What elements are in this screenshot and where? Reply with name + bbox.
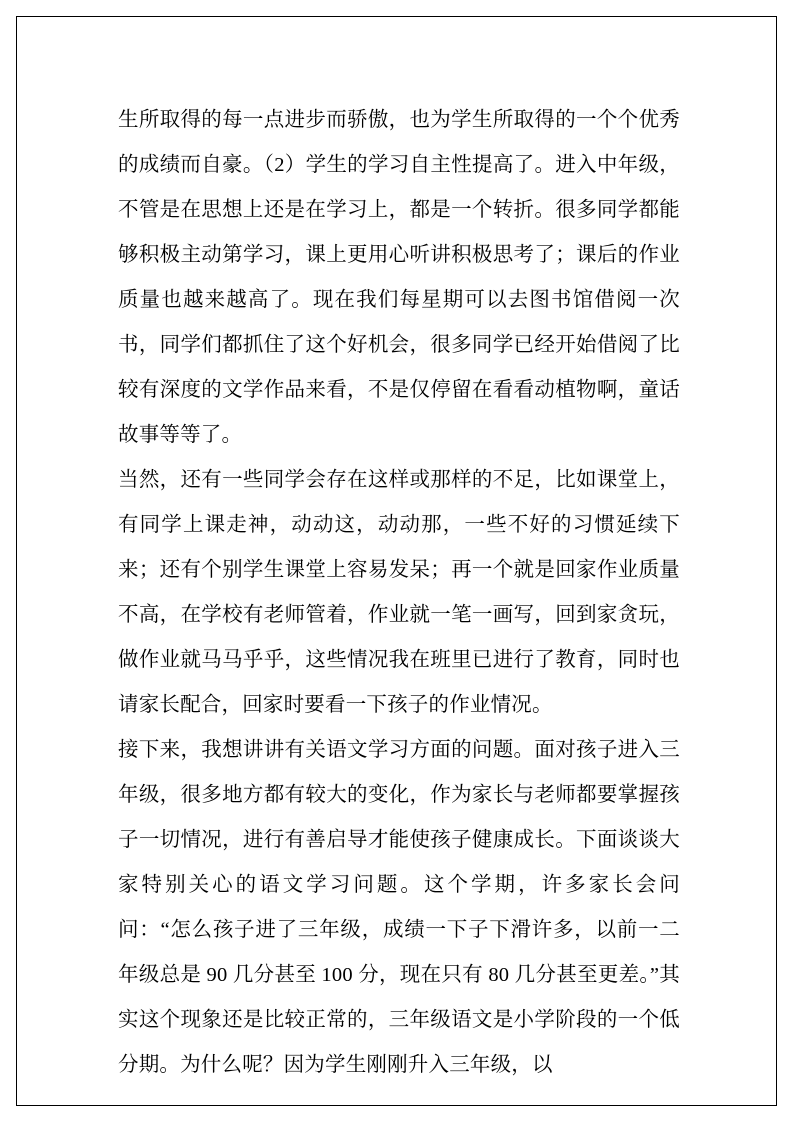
- paragraph: 接下来，我想讲讲有关语文学习方面的问题。面对孩子进入三年级，很多地方都有较大的变化，作为家长与老师都要掌握孩子一切情况，进行有善启导才能使孩子健康成长。下面谈谈大家特别关心的语文学习问题。这个学期，许多家长会问问：“怎么孩子进了三年级，成绩一下子下滑许多，以前一二年级总是 90 几分甚至 100 分，现在只有 80 几分甚至更差。”其实这个现象还是比较正常的，三年级语文是小学阶段的一个低分期。为什么呢？因为学生刚刚升入三年级，以: [118, 739, 680, 1076]
- paragraph: 当然，还有一些同学会存在这样或那样的不足，比如课堂上，有同学上课走神，动动这，动动那，一些不好的习惯延续下来；还有个别学生课堂上容易发呆；再一个就是回家作业质量不高，在学校有老师管着，作业就一笔一画写，回到家贪玩，做作业就马马乎乎，这些情况我在班里已进行了教育，同时也请家长配合，回家时要看一下孩子的作业情况。: [118, 469, 680, 716]
- document-body: [118, 98, 680, 1088]
- paragraph: 生所取得的每一点进步而骄傲，也为学生所取得的一个个优秀的成绩而自豪。（2）学生的学习自主性提高了。进入中年级，不管是在思想上还是在学习上，都是一个转折。很多同学都能够积极主动第学习，课上更用心听讲积极思考了；课后的作业质量也越来越高了。现在我们每星期可以去图书馆借阅一次书，同学们都抓住了这个好机会，很多同学已经开始借阅了比较有深度的文学作品来看，不是仅停留在看看动植物啊，童话故事等等了。: [118, 109, 680, 446]
